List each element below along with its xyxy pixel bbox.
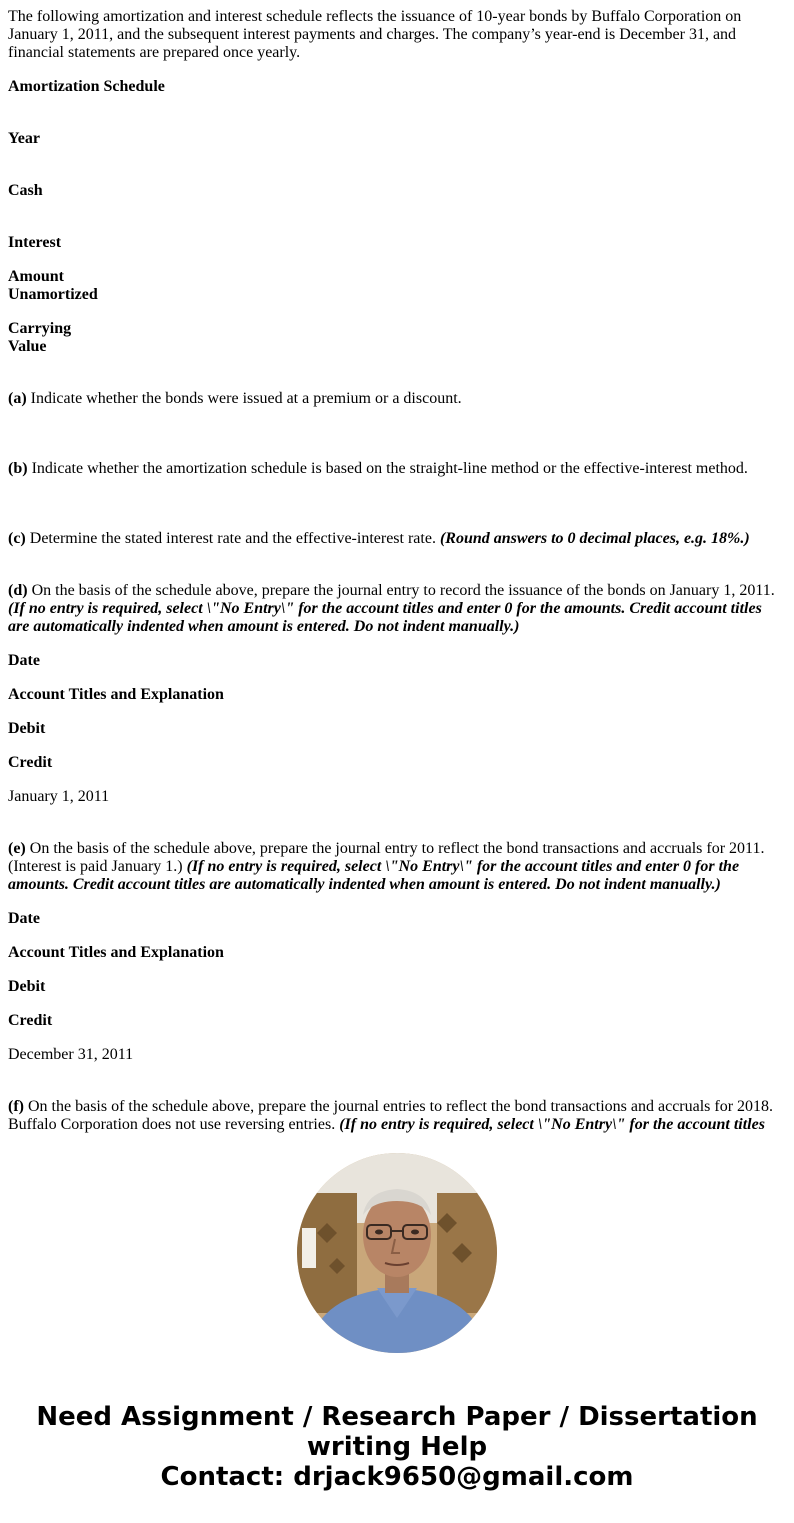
document-body — [8, 8, 786, 1133]
contact-banner — [0, 1402, 794, 1492]
intro-paragraph: The following amortization and interest schedule reflects the issuance of 10-year bonds by Buffalo Corporation on January 1, 2011, and the subsequent interest payments and charges. The company’s year-end is December 31, and financial statements are prepared once yearly. — [8, 8, 742, 61]
col-year: Year — [8, 130, 40, 147]
question-c: (c) Determine the stated interest rate and the effective-interest rate. (Round answers to 0 decimal places, e.g. 18%.) — [8, 530, 750, 547]
e-debit-header: Debit — [8, 978, 46, 995]
col-carrying-value: Carrying Value — [8, 320, 72, 355]
e-date-value: December 31, 2011 — [8, 1046, 134, 1063]
d-date-value: January 1, 2011 — [8, 788, 110, 805]
col-amount-unamortized: Amount Unamortized — [8, 268, 98, 303]
person-portrait-icon — [297, 1153, 497, 1353]
d-date-header: Date — [8, 652, 40, 669]
banner-line-1: Need Assignment / Research Paper / Dissertation — [36, 1402, 758, 1432]
e-date-header: Date — [8, 910, 40, 927]
schedule-title: Amortization Schedule — [8, 78, 165, 95]
question-f: (f) On the basis of the schedule above, prepare the journal entries to reflect the bond transactions and accruals for 2018. Buffalo Corporation does not use reversing entries. (If no entry is required, select \"No Entry\" for the account titles — [8, 1098, 774, 1133]
banner-contact-email[interactable]: Contact: drjack9650@gmail.com — [160, 1462, 634, 1492]
banner-line-2: writing Help — [306, 1432, 488, 1462]
e-credit-header: Credit — [8, 1012, 53, 1029]
col-interest: Interest — [8, 234, 62, 251]
question-a: (a) Indicate whether the bonds were issued at a premium or a discount. — [8, 390, 462, 407]
d-credit-header: Credit — [8, 754, 53, 771]
question-b: (b) Indicate whether the amortization schedule is based on the straight-line method or the effective-interest method. — [8, 460, 748, 477]
avatar-photo — [297, 1153, 497, 1353]
question-d: (d) On the basis of the schedule above, prepare the journal entry to record the issuance of the bonds on January 1, 2011. (If no entry is required, select \"No Entry\" for the account titles and enter 0 for the amounts. Credit account titles are automatically indented when amount is entered. Do not indent manually.) — [8, 582, 775, 635]
col-cash: Cash — [8, 182, 43, 199]
d-debit-header: Debit — [8, 720, 46, 737]
d-account-titles-header: Account Titles and Explanation — [8, 686, 224, 703]
e-account-titles-header: Account Titles and Explanation — [8, 944, 224, 961]
question-e: (e) On the basis of the schedule above, prepare the journal entry to reflect the bond transactions and accruals for 2011. (Interest is paid January 1.) (If no entry is required, select \"No Entry\" for the account titles and enter 0 for the amounts. Credit account titles are automatically indented when amount is entered. Do not indent manually.) — [8, 840, 765, 893]
